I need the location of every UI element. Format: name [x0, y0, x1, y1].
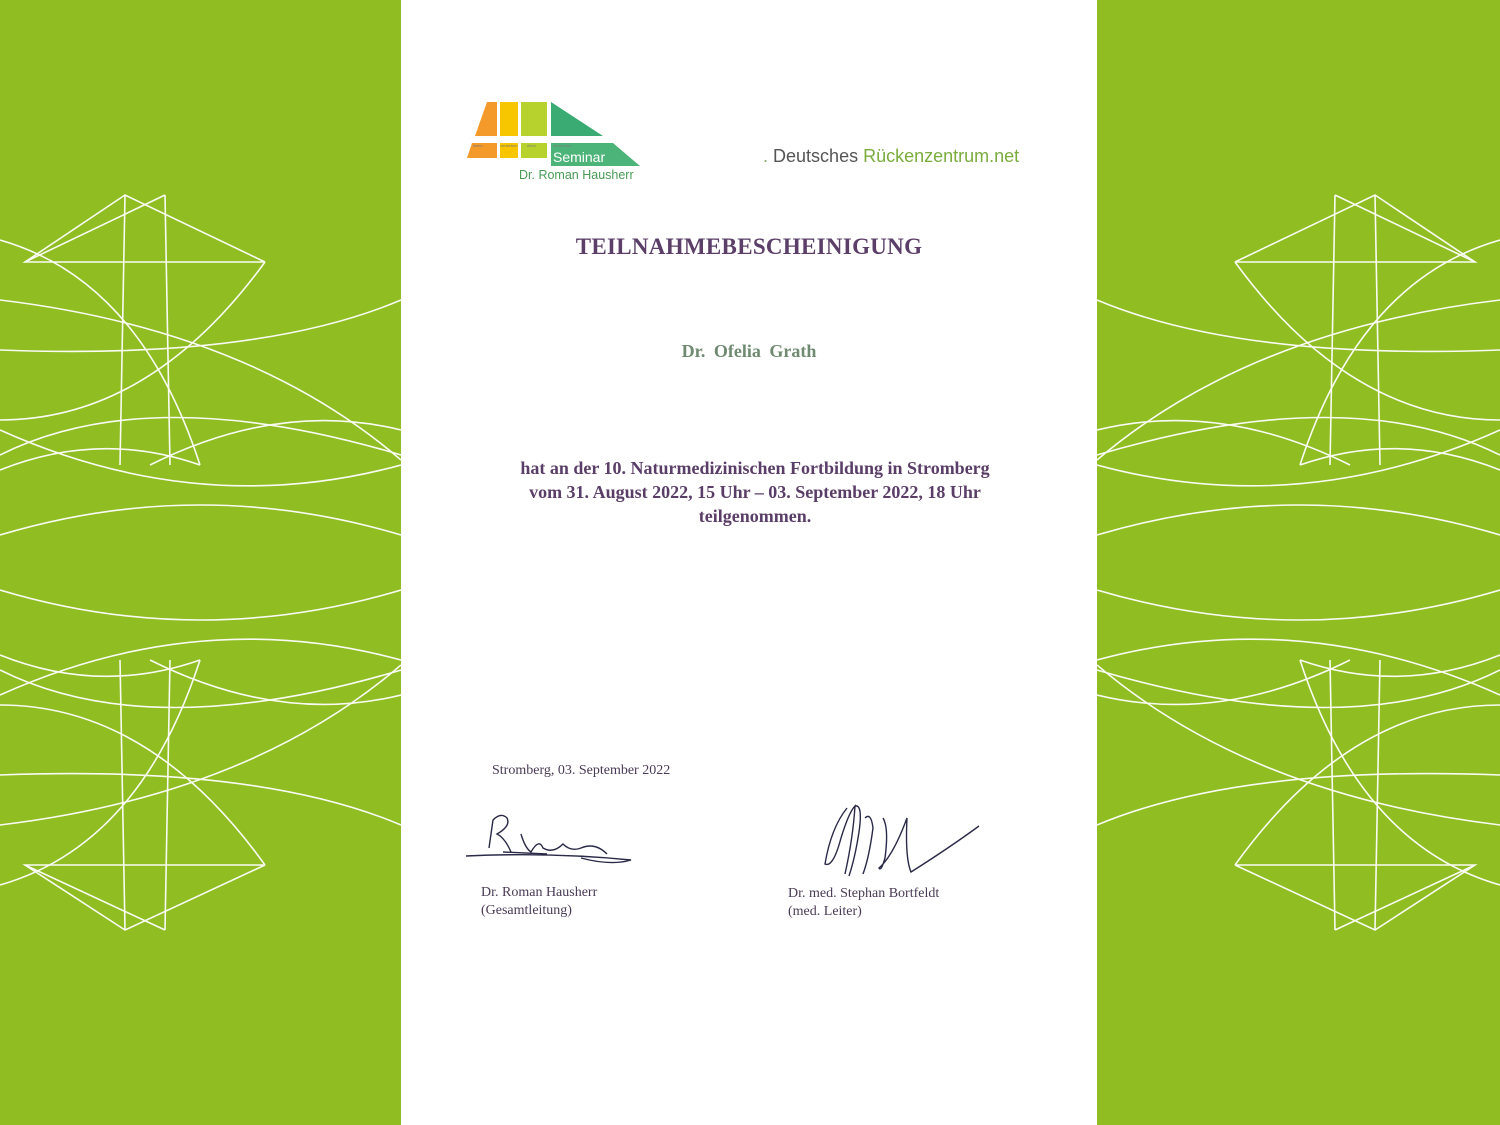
- logo-word-4: anwenden: [553, 143, 572, 148]
- signer-1: [481, 884, 597, 920]
- brand-part1: Deutsches: [773, 146, 859, 166]
- brand-prefix: .: [763, 146, 769, 166]
- right-decorative-panel: [1097, 0, 1500, 1125]
- place-and-date: Stromberg, 03. September 2022: [492, 763, 671, 778]
- signer-1-name: Dr. Roman Hausherr: [481, 885, 598, 900]
- signer-2-name: Dr. med. Stephan Bortfeldt: [788, 886, 940, 901]
- logo-seminar-label: Seminar: [553, 149, 606, 165]
- brand-part2: Rückenzentrum.net: [863, 146, 1020, 166]
- body-line-3: teilgenommen.: [698, 506, 812, 526]
- logo-word-3: üben: [527, 143, 536, 148]
- signature-bortfeldt: [819, 798, 989, 884]
- logo-word-2: verstehen: [500, 143, 518, 148]
- body-line-2: vom 31. August 2022, 15 Uhr – 03. September 2022, 18 Uhr: [529, 482, 981, 502]
- deutsches-rueckenzentrum-brand: [763, 146, 1019, 167]
- ornament-pattern-right: [1097, 0, 1500, 1125]
- signer-1-role: (Gesamtleitung): [481, 903, 572, 918]
- ornament-pattern-left: [0, 0, 401, 1125]
- left-decorative-panel: [0, 0, 401, 1125]
- certificate-title: TEILNAHMEBESCHEINIGUNG: [575, 234, 923, 259]
- body-line-1: hat an der 10. Naturmedizinischen Fortbildung in Stromberg: [520, 458, 990, 478]
- signature-hausherr: [461, 808, 641, 874]
- recipient-name: Dr. Ofelia Grath: [681, 341, 817, 361]
- logo-owner-label: Dr. Roman Hausherr: [519, 168, 634, 182]
- certificate-body: [401, 456, 1097, 528]
- seminar-logo: [467, 102, 641, 184]
- logo-word-1: lesen: [473, 143, 483, 148]
- certificate-sheet: [401, 0, 1097, 1125]
- signer-2-role: (med. Leiter): [788, 904, 862, 919]
- signer-2: [788, 885, 939, 921]
